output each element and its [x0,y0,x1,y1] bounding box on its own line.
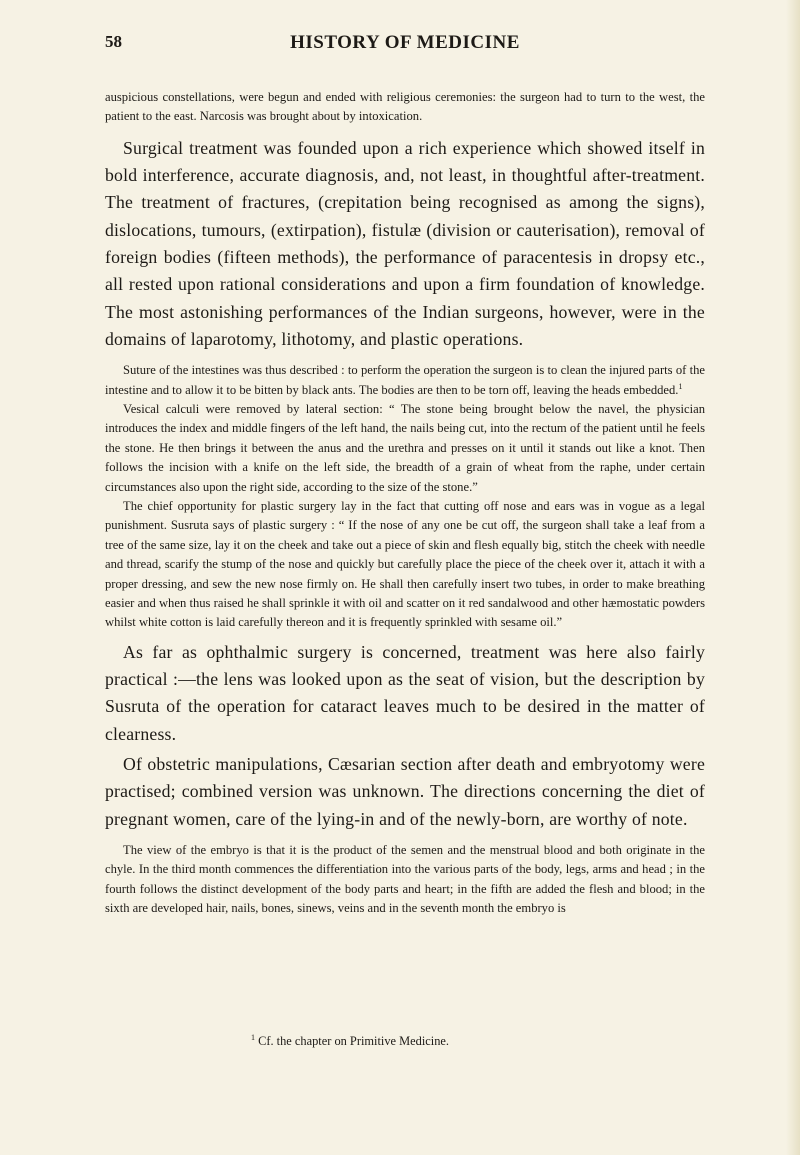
page-edge-shadow [786,0,800,1155]
running-head: HISTORY OF MEDICINE [290,32,520,53]
paragraph-intestine-suture-text: Suture of the intestines was thus described : to perform the operation the surgeon is to clean the injured parts of the intestine and to allow it to be bitten by black ants. The bodies are then to be torn off, leaving the heads embedded. [105,363,705,397]
paragraph-ophthalmic-surgery: As far as ophthalmic surgery is concerned, treatment was here also fairly practical :—the lens was looked upon as the seat of vision, but the description by Susruta of the operation for cataract leaves much to be desired in the matter of clearness. [105,641,705,744]
footnote [105,1034,705,1049]
footnote-number: 1 [250,1032,255,1042]
paragraph-intestine-suture [105,361,705,400]
paragraph-vesical-calculi: Vesical calculi were removed by lateral section: “ The stone being brought below the navel, the physician introduces the index and middle fingers of the left hand, the nails being cut, into the rectum of the patient until he feels the stone. He then brings it between the anus and the urethra and presses on it until it stands out like a knot. Then follows the incision with a knife on the left side, the breadth of a grain of wheat from the raphe, under certain circumstances also upon the right side, according to the size of the stone.” [105,402,705,494]
paragraph-obstetrics: Of obstetric manipulations, Cæsarian section after death and embryotomy were practised; combined version was unknown. The directions concerning the diet of pregnant women, care of the lying-in and of the newly-born, are worthy of note. [105,754,705,829]
paragraph-plastic-surgery: The chief opportunity for plastic surgery lay in the fact that cutting off nose and ears was in vogue as a legal punishment. Susruta says of plastic surgery : “ If the nose of any one be cut off, the surgeon shall take a leaf from a tree of the same size, lay it on the cheek and take out a piece of skin and flesh equally big, stitch the cheek with needle and thread, scarify the stump of the nose and quickly but carefully place the piece of the cheek over it, attach it with a proper dressing, and sew the new nose firmly on. He shall then carefully insert two tubes, in order to make breathing easier and when thus raised he shall sprinkle it with oil and scatter on it red sandalwood and other hæmostatic powders whilst white cotton is laid carefully thereon and it is frequently sprinkled with sesame oil.” [105,499,705,630]
footnote-text: Cf. the chapter on Primitive Medicine. [258,1034,450,1048]
page-body [105,88,705,919]
paragraph-continuation: auspicious constellations, were begun and ended with religious ceremonies: the surgeon had to turn to the west, the patient to the east. Narcosis was brought about by intoxication. [105,90,705,124]
page-number: 58 [105,32,122,51]
footnote-reference: 1 [678,381,683,391]
paragraph-embryo: The view of the embryo is that it is the product of the semen and the menstrual blood and both originate in the chyle. In the third month commences the differentiation into the various parts of the body, legs, arms and head ; in the fourth follows the distinct development of the body parts and heart; in the fifth are added the flesh and blood; in the sixth are developed hair, nails, bones, sinews, veins and in the seventh month the embryo is [105,842,705,916]
paragraph-surgical-treatment: Surgical treatment was founded upon a rich experience which showed itself in bold interference, accurate diagnosis, and, not least, in thoughtful after-treatment. The treatment of fractures, (crepitation being recognised as among the signs), dislocations, tumours, (extirpation), fistulæ (division or cauterisation), removal of foreign bodies (fifteen methods), the performance of paracentesis in dropsy etc., all rested upon rational considerations and upon a firm foundation of knowledge. The most astonishing performances of the Indian surgeons, however, were in the domains of laparotomy, lithotomy, and plastic operations. [105,137,705,349]
page-header [105,32,705,56]
